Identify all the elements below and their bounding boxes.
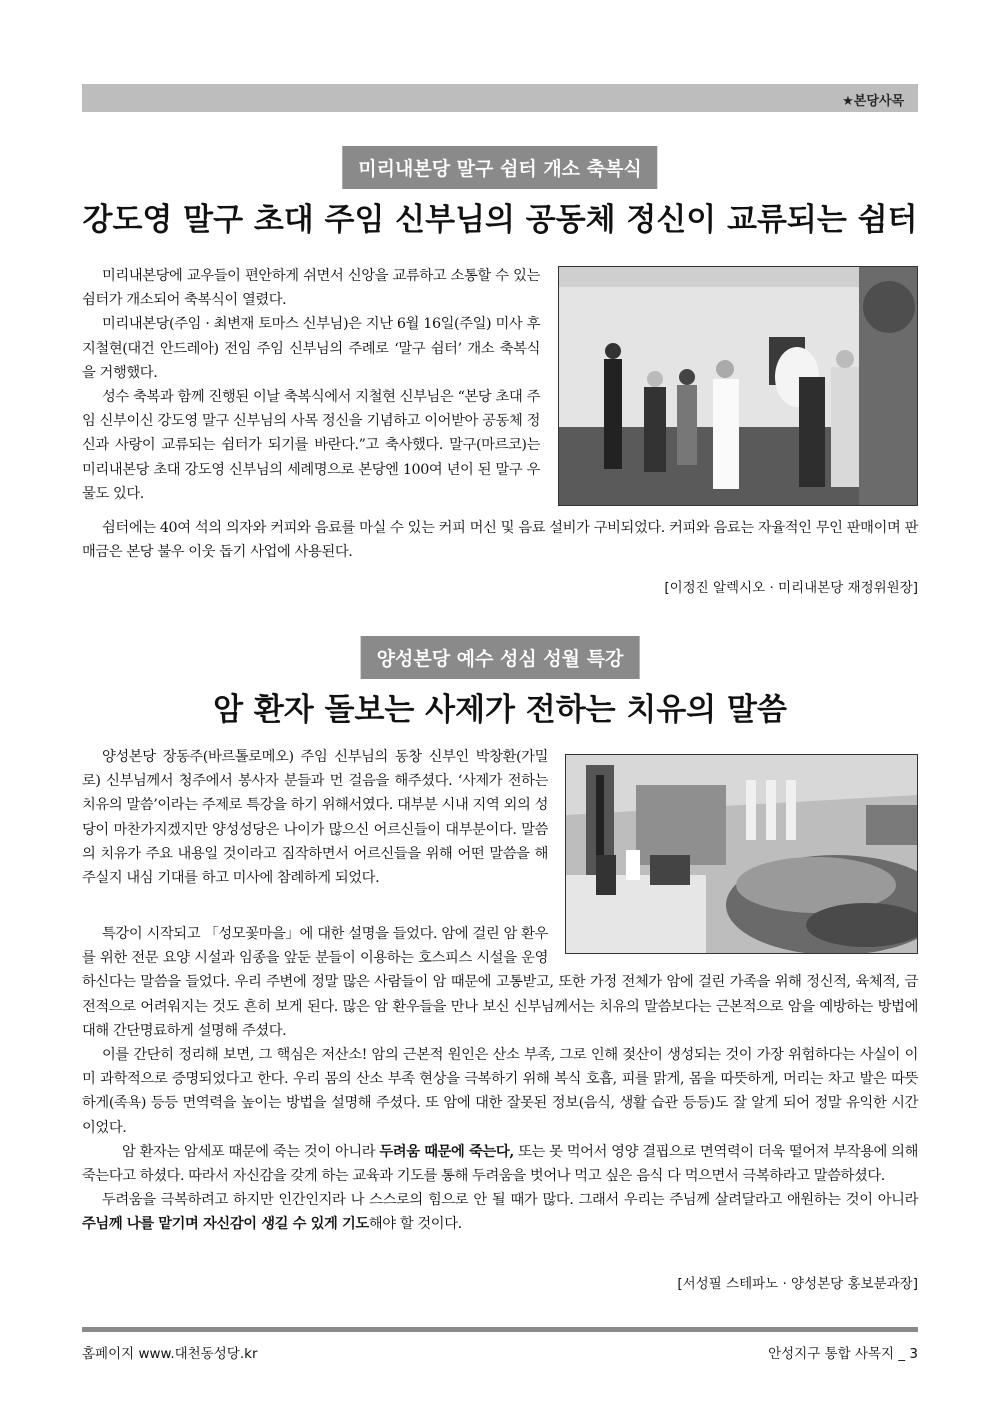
article2-paragraph-2 (82, 922, 918, 1043)
article2-p5-bold: 주님께 나를 맡기며 자신감이 생길 수 있게 기도 (82, 1216, 369, 1233)
photo-wrap-spacer (548, 922, 918, 970)
article2-body-top (82, 745, 548, 890)
article1-credit: [이정진 알렉시오 · 미리내본당 재정위원장] (664, 580, 918, 596)
article1-headline: 강도영 말구 초대 주임 신부님의 공동체 정신이 교류되는 쉼터 (82, 202, 918, 238)
article1-paragraph-2: 미리내본당(주임 · 최변재 토마스 신부님)은 지난 6월 16일(주일) 미사 후 지철현(대건 안드레아) 전임 주임 신부님의 주례로 ‘말구 쉼터’ 개소 축복식을 거행했다. (82, 316, 540, 381)
article1-photo (558, 266, 918, 506)
section-label: ★본당사목 (842, 94, 904, 109)
article2-paragraph-4 (82, 1140, 918, 1188)
article2-headline: 암 환자 돌보는 사제가 전하는 치유의 말씀 (213, 692, 787, 728)
section-header-bar (82, 84, 918, 112)
article1-badge: 미리내본당 말구 쉼터 개소 축복식 (342, 146, 657, 189)
article2-p5-pre: 두려움을 극복하려고 하지만 인간인지라 나 스스로의 힘으로 안 될 때가 많다. 그래서 우리는 주님께 살려달라고 애원하는 것이 아니라 (102, 1192, 918, 1209)
article2-paragraph-5 (82, 1188, 918, 1236)
article1-body-top (82, 264, 540, 506)
article2-p5-post: 해야 할 것이다. (368, 1216, 462, 1233)
article2-p4-post: 또는 못 먹어서 영양 결핍으로 면역력이 더욱 떨어져 부작용에 의해 죽는다고 하셨다. 따라서 자신감을 갖게 하는 교육과 기도를 통해 두려움을 벗어나 먹고 싶은 음식 다 먹으면서 극복하라고 말씀하셨다. (82, 1143, 918, 1185)
footer-page-number: 안성지구 통합 사목지 _ 3 (768, 1346, 918, 1362)
article2-paragraph-3: 이를 간단히 정리해 보면, 그 핵심은 저산소! 암의 근본적 원인은 산소 부족, 그로 인해 젖산이 생성되는 것이 가장 위험하다는 사실이 이미 과학적으로 증명되었다고 한다. 우리 몸의 산소 부족 현상을 극복하기 위해 복식 호흡, 피를 맑게, 몸을 따뜻하게, 머리는 차고 발은 따뜻하게(족욕) 등등 면역력을 높이는 방법을 설명해 주셨다. 또 암에 대한 잘못된 정보(음식, 생활 습관 등등)도 잘 알게 되어 정말 유익한 시간이었다. (82, 1047, 918, 1136)
article2-paragraph-2-text: 특강이 시작되고 「성모꽃마을」에 대한 설명을 들었다. 암에 걸린 암 환우를 위한 전문 요양 시설과 임종을 앞둔 분들이 이용하는 호스피스 시설을 운영하신다는 말씀을 들었다. 우리 주변에 정말 많은 사람들이 암 때문에 고통받고, 또한 가정 전체가 암에 걸린 가족을 위해 정신적, 육체적, 금전적으로 어려워지는 것도 흔히 보게 된다. 많은 암 환우들을 만나 보신 신부님께서는 치유의 말씀보다는 근본적으로 암을 예방하는 방법에 대해 간단명료하게 설명해 주셨다. (82, 926, 918, 1039)
article2-p4-bold: 두려움 때문에 죽는다, (379, 1143, 514, 1160)
footer-divider (82, 1327, 918, 1332)
article2-body-main (82, 922, 918, 1237)
article2-p2-wrap (82, 922, 918, 1043)
article2-p4-pre: 암 환자는 암세포 때문에 죽는 것이 아니라 (122, 1143, 380, 1160)
article2-badge: 양성본당 예수 성심 성월 특강 (361, 636, 640, 679)
article1-paragraph-4: 쉼터에는 40여 석의 의자와 커피와 음료를 마실 수 있는 커피 머신 및 음료 설비가 구비되었다. 커피와 음료는 자율적인 무인 판매이며 판매금은 본당 불우 이웃 돕기 사업에 사용된다. (82, 520, 918, 561)
article1-body-bottom (82, 516, 918, 564)
article1-paragraph-3: 성수 축복과 함께 진행된 이날 축복식에서 지철현 신부님은 “본당 초대 주임 신부이신 강도영 말구 신부님의 사목 정신을 기념하고 이어받아 공동체 정신과 사랑이 교류되는 쉼터가 되기를 바란다.”고 축사했다. 말구(마르코)는 미리내본당 초대 강도영 신부님의 세례명으로 본당엔 100여 년이 된 말구 우물도 있다. (82, 389, 540, 502)
article1-paragraph-1: 미리내본당에 교우들이 편안하게 쉬면서 신앙을 교류하고 소통할 수 있는 쉼터가 개소되어 축복식이 열렸다. (82, 268, 540, 309)
article2-paragraph-1: 양성본당 장동주(바르톨로메오) 주임 신부님의 동창 신부인 박창환(가밀로) 신부님께서 청주에서 봉사자 분들과 먼 걸음을 해주셨다. ‘사제가 전하는 치유의 말씀’이라는 주제로 특강을 하기 위해서였다. 대부분 시내 지역 외의 성당이 마찬가지겠지만 양성성당은 나이가 많으신 어르신들이 대부분이다. 말씀의 치유가 주요 내용일 것이라고 짐작하면서 어르신들을 위해 어떤 말씀을 해주실지 내심 기대를 하고 미사에 참례하게 되었다. (82, 749, 548, 887)
footer-homepage: 홈페이지 www.대천동성당.kr (82, 1346, 258, 1362)
article2-credit: [서성필 스테파노 · 양성본당 홍보분과장] (677, 1276, 918, 1292)
